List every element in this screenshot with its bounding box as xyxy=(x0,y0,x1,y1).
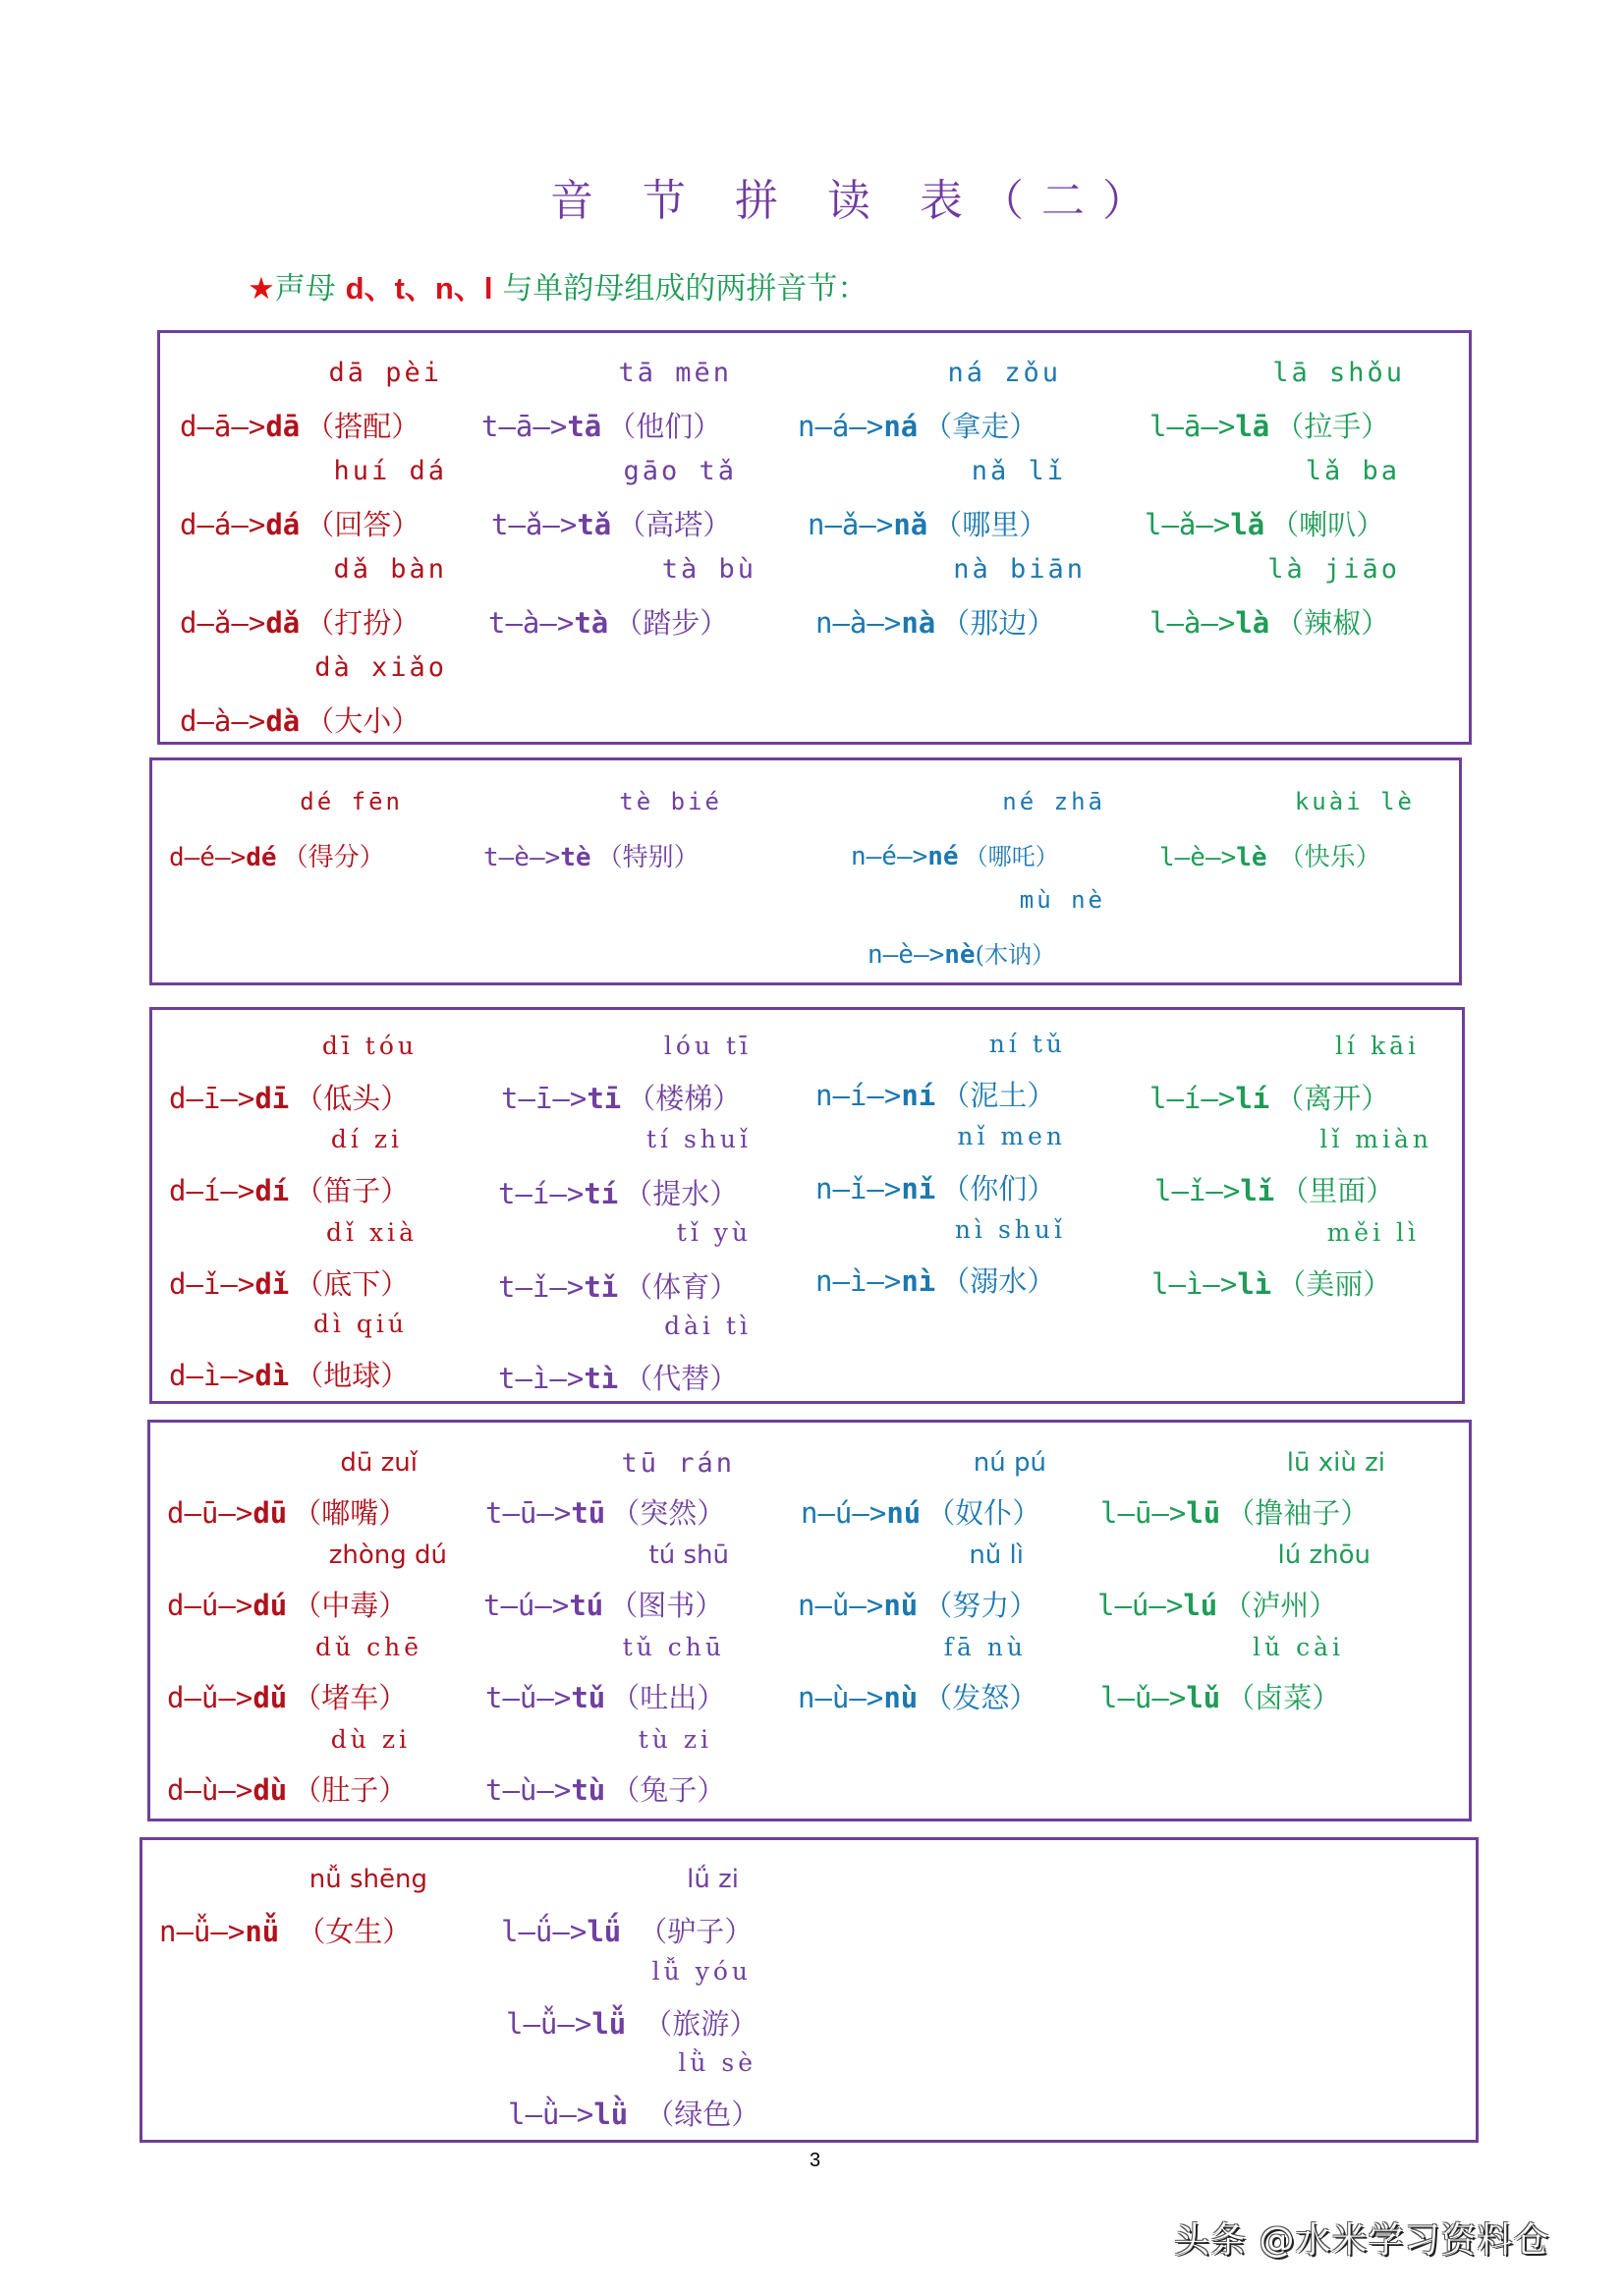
spelling-formula: n—ù—>nù （发怒） xyxy=(798,1681,1038,1714)
pinyin-label: nì shuǐ xyxy=(954,1215,1066,1244)
spelling-formula: d—ǔ—>dǔ （堵车） xyxy=(167,1681,408,1714)
spelling-formula: l—ǎ—>lǎ （喇叭） xyxy=(1145,508,1385,541)
pinyin-label: lí kāi xyxy=(1335,1032,1420,1060)
spelling-formula: t—ā—>tā （他们） xyxy=(481,410,722,443)
page-number: 3 xyxy=(810,2150,821,2171)
spelling-formula: n—ǚ—>nǚ （女生） xyxy=(159,1915,412,1948)
pinyin-label: ní tǔ xyxy=(988,1030,1066,1058)
pinyin-label: lǘ zi xyxy=(687,1865,739,1894)
pinyin-label: tā mēn xyxy=(618,358,732,388)
pinyin-label: dī tóu xyxy=(321,1032,418,1060)
spelling-formula: n—ǔ—>nǔ （努力） xyxy=(798,1589,1038,1622)
spelling-formula: l—í—>lí （离开） xyxy=(1149,1082,1390,1115)
spelling-formula: d—ǐ—>dǐ （底下） xyxy=(169,1267,410,1301)
spelling-formula: t—è—>tè （特别） xyxy=(483,843,700,872)
pinyin-label: dà xiǎo xyxy=(314,652,447,683)
pinyin-label: fā nù xyxy=(943,1633,1027,1661)
spelling-formula: l—ǚ—>lǚ （旅游） xyxy=(506,2007,758,2041)
pinyin-label: huí dá xyxy=(333,456,447,486)
spelling-formula: l—ǘ—>lǘ （驴子） xyxy=(501,1915,754,1948)
pinyin-label: lǜ sè xyxy=(678,2048,756,2077)
spelling-formula: n—ú—>nú （奴仆） xyxy=(801,1496,1041,1530)
spelling-formula: n—à—>nà （那边） xyxy=(815,606,1056,640)
star-icon: ★ xyxy=(248,271,275,307)
page-title: 音 节 拼 读 表（二） xyxy=(550,176,1163,226)
spelling-formula: n—ǐ—>nǐ （你们） xyxy=(815,1172,1056,1205)
pinyin-label: tǔ chū xyxy=(622,1633,725,1661)
spelling-formula: t—à—>tà （踏步） xyxy=(488,606,729,640)
pinyin-label: tú shū xyxy=(648,1540,729,1570)
pinyin-label: tū rán xyxy=(621,1448,735,1479)
spelling-formula: t—ǐ—>tǐ （体育） xyxy=(498,1270,739,1304)
pinyin-label: dí zi xyxy=(330,1125,403,1153)
pinyin-label: nǎ lǐ xyxy=(971,456,1066,486)
spelling-formula: t—ī—>tī （楼梯） xyxy=(501,1082,742,1115)
pinyin-label: lóu tī xyxy=(663,1032,752,1060)
pinyin-label: nǔ lì xyxy=(969,1540,1024,1570)
pinyin-label: dǐ xià xyxy=(326,1218,418,1247)
pinyin-label: nú pú xyxy=(973,1448,1046,1478)
pinyin-label: lǎ ba xyxy=(1305,456,1400,486)
pinyin-label: měi lì xyxy=(1326,1218,1420,1247)
spelling-formula: l—à—>là （辣椒） xyxy=(1149,606,1390,640)
spelling-formula: l—è—>lè （快乐） xyxy=(1159,843,1381,872)
spelling-formula: n—è—>nè(木讷） xyxy=(868,940,1055,970)
spelling-formula: l—ǐ—>lǐ （里面） xyxy=(1154,1174,1395,1207)
spelling-formula: d—ì—>dì （地球） xyxy=(169,1359,410,1392)
spelling-formula: d—í—>dí （笛子） xyxy=(169,1174,410,1207)
pinyin-label: ná zǒu xyxy=(947,358,1061,388)
heading-prefix: 声母 xyxy=(274,271,336,307)
spelling-formula: t—í—>tí （提水） xyxy=(498,1177,739,1210)
spelling-formula: l—ū—>lū （撸袖子） xyxy=(1100,1496,1370,1530)
spelling-formula: d—ǎ—>dǎ （打扮） xyxy=(180,606,420,640)
spelling-formula: t—ǎ—>tǎ （高塔） xyxy=(491,508,732,541)
spelling-formula: n—é—>né （哪吒） xyxy=(851,842,1059,871)
pinyin-label: kuài lè xyxy=(1294,788,1415,815)
spelling-formula: d—é—>dé （得分） xyxy=(169,843,385,872)
watermark: 头条 @水米学习资料仓 xyxy=(1174,2220,1550,2261)
pinyin-label: dé fēn xyxy=(300,788,403,815)
pinyin-label: tí shuǐ xyxy=(645,1125,752,1153)
pinyin-label: tǐ yù xyxy=(676,1218,752,1247)
pinyin-label: dài tì xyxy=(664,1312,752,1340)
pinyin-label: lǔ cài xyxy=(1253,1633,1344,1661)
spelling-formula: d—ū—>dū （嘟嘴） xyxy=(167,1496,408,1530)
spelling-formula: l—ǔ—>lǔ （卤菜） xyxy=(1100,1681,1341,1714)
pinyin-label: tè bié xyxy=(619,788,722,815)
spelling-formula: n—á—>ná （拿走） xyxy=(798,410,1038,443)
pinyin-label: lā shǒu xyxy=(1272,358,1405,388)
spelling-formula: t—ū—>tū （突然） xyxy=(485,1496,726,1530)
pinyin-label: dǎ bàn xyxy=(333,554,447,585)
spelling-formula: n—ǎ—>nǎ （哪里） xyxy=(808,508,1048,541)
pinyin-label: dù zi xyxy=(330,1725,411,1754)
pinyin-label: dā pèi xyxy=(328,358,442,388)
spelling-formula: l—ǜ—>lǜ （绿色） xyxy=(508,2098,760,2131)
pinyin-label: tà bù xyxy=(661,554,756,585)
spelling-formula: d—ā—>dā （搭配） xyxy=(180,410,420,443)
pinyin-label: tù zi xyxy=(638,1725,712,1754)
spelling-formula: d—à—>dà （大小） xyxy=(180,704,420,738)
pinyin-label: né zhā xyxy=(1002,788,1105,815)
pinyin-label: gāo tǎ xyxy=(623,456,737,486)
pinyin-label: dǔ chē xyxy=(315,1633,422,1661)
pinyin-label: nà biān xyxy=(953,554,1086,585)
spelling-formula: d—á—>dá （回答） xyxy=(180,508,420,541)
pinyin-label: lū xiù zi xyxy=(1286,1448,1385,1478)
pinyin-label: dū zuǐ xyxy=(340,1448,418,1478)
pinyin-label: lǚ yóu xyxy=(651,1957,752,1986)
spelling-formula: t—ì—>tì （代替） xyxy=(498,1362,739,1395)
spelling-formula: t—ù—>tù （兔子） xyxy=(485,1773,726,1807)
heading-suffix: 与单韵母组成的两拼音节： xyxy=(502,271,868,307)
spelling-formula: n—ì—>nì （溺水） xyxy=(815,1264,1056,1298)
pinyin-label: nǐ men xyxy=(957,1122,1066,1150)
spelling-formula: l—ì—>lì （美丽） xyxy=(1151,1267,1392,1301)
pinyin-label: lú zhōu xyxy=(1277,1540,1371,1570)
pinyin-label: dì qiú xyxy=(312,1310,408,1338)
pinyin-label: lǐ miàn xyxy=(1319,1125,1432,1153)
pinyin-label: nǚ shēng xyxy=(308,1865,427,1894)
pinyin-label: zhòng dú xyxy=(328,1540,447,1570)
spelling-formula: t—ǔ—>tǔ （吐出） xyxy=(485,1681,726,1714)
pinyin-label: mù nè xyxy=(1019,886,1105,914)
pinyin-label: là jiāo xyxy=(1267,554,1400,585)
spelling-formula: l—ú—>lú （泸州） xyxy=(1097,1589,1338,1622)
spelling-formula: d—ú—>dú （中毒） xyxy=(167,1589,408,1622)
section-heading xyxy=(248,263,868,308)
spelling-formula: d—ù—>dù （肚子） xyxy=(167,1773,408,1807)
spelling-formula: n—í—>ní （泥土） xyxy=(815,1079,1056,1112)
heading-letters: d、t、n、l xyxy=(345,271,493,306)
spelling-formula: t—ú—>tú （图书） xyxy=(483,1589,724,1622)
spelling-formula: d—ī—>dī （低头） xyxy=(169,1082,410,1115)
spelling-formula: l—ā—>lā （拉手） xyxy=(1149,410,1390,443)
